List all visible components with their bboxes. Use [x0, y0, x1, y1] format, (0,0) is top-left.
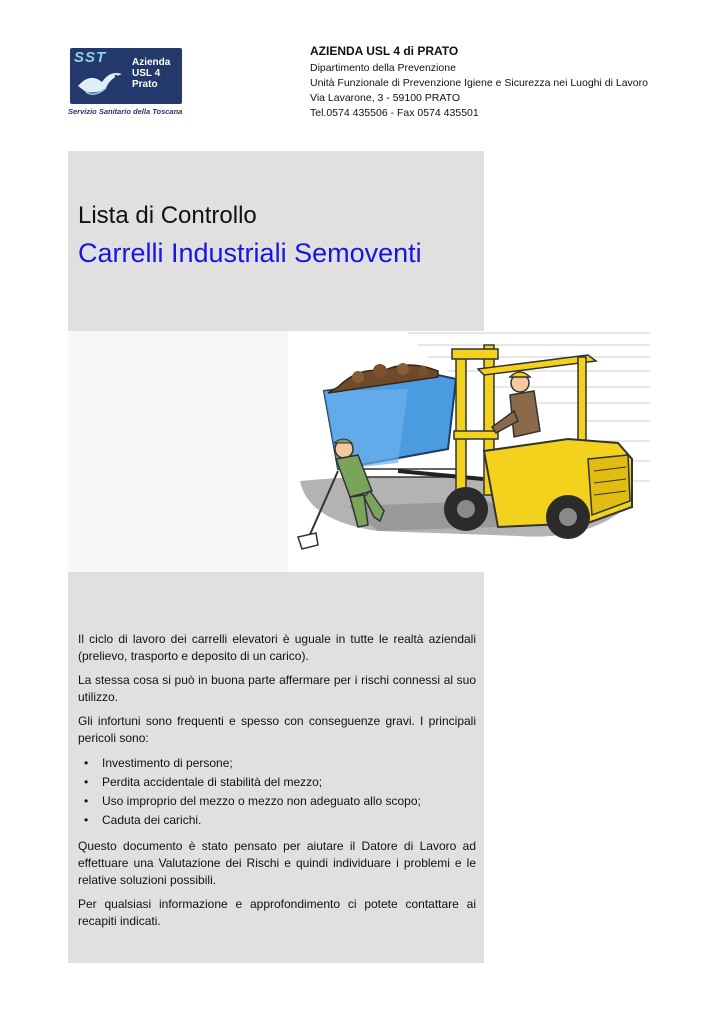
- logo-azienda-text: [132, 57, 170, 90]
- org-department: Dipartimento della Prevenzione: [310, 62, 456, 74]
- paragraph: Per qualsiasi informazione e approfondimento ci potete contattare ai recapiti indicati.: [78, 897, 476, 928]
- list-item: • Perdita accidentale di stabilità del mezzo;: [78, 773, 476, 792]
- logo-line: Prato: [132, 79, 158, 90]
- logo-badge: [70, 48, 182, 104]
- hazard-list: [78, 754, 476, 830]
- seagull-icon: [76, 64, 124, 102]
- org-unit: Unità Funzionale di Prevenzione Igiene e Sicurezza nei Luoghi di Lavoro: [310, 77, 648, 89]
- logo-line: USL 4: [132, 68, 161, 79]
- paragraph: Questo documento è stato pensato per aiutare il Datore di Lavoro ad effettuare una Valutazione dei Rischi e quindi individuare i problemi e le relative soluzioni possibili.: [78, 839, 476, 887]
- intro-text: [78, 631, 476, 937]
- forklift-illustration: [288, 331, 650, 572]
- paragraph: La stessa cosa si può in buona parte affermare per i rischi connessi al suo utilizzo.: [78, 673, 476, 704]
- org-header: [310, 44, 648, 121]
- logo-tagline: Servizio Sanitario della Toscana: [68, 107, 183, 116]
- document-main-title: Carrelli Industriali Semoventi: [78, 238, 422, 268]
- document-type-title: Lista di Controllo: [78, 202, 257, 229]
- image-side-panel: [68, 331, 288, 572]
- paragraph: Il ciclo di lavoro dei carrelli elevatori è uguale in tutte le realtà aziendali (prelievo, trasporto e deposito di un carico).: [78, 632, 476, 663]
- org-address: Via Lavarone, 3 - 59100 PRATO: [310, 92, 461, 104]
- logo-sst-text: SST: [74, 49, 107, 66]
- list-item: • Caduta dei carichi.: [78, 811, 476, 830]
- usl-logo: [68, 48, 186, 120]
- list-item: • Investimento di persone;: [78, 754, 476, 773]
- org-phone-fax: Tel.0574 435506 - Fax 0574 435501: [310, 107, 479, 119]
- list-item: • Uso improprio del mezzo o mezzo non adeguato allo scopo;: [78, 792, 476, 811]
- paragraph: Gli infortuni sono frequenti e spesso con conseguenze gravi. I principali pericoli sono:: [78, 714, 476, 745]
- logo-line: Azienda: [132, 57, 171, 68]
- org-name: AZIENDA USL 4 di PRATO: [310, 44, 459, 58]
